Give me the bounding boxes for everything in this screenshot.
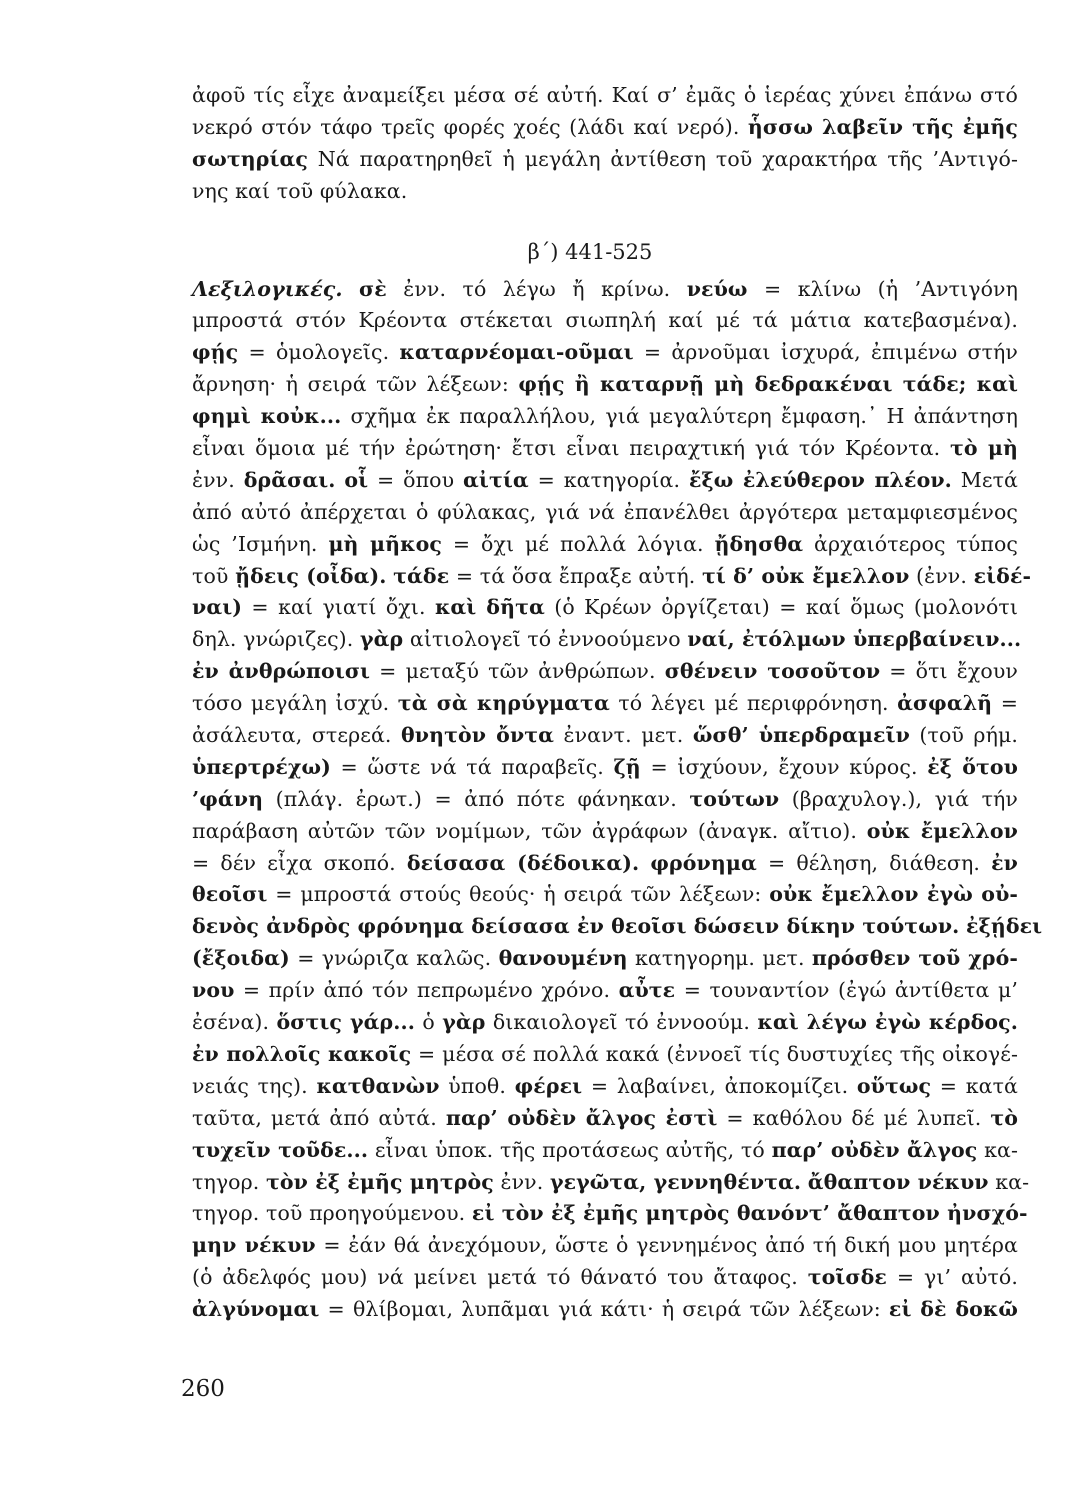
text-line bbox=[192, 688, 1018, 720]
text-line bbox=[192, 1007, 1018, 1039]
text-run: δηλ. γνώριζες). bbox=[192, 627, 361, 652]
bold-term: εἰ δὲ δοκῶ bbox=[888, 1297, 1018, 1322]
intro-paragraph bbox=[192, 80, 1018, 208]
bold-term: θανουμένη bbox=[498, 946, 628, 971]
text-run: (βραχυλογ.), γιά τήν bbox=[779, 786, 1018, 811]
page-number: 260 bbox=[181, 1376, 225, 1402]
text-run: = καί γιατί ὄχι. bbox=[242, 595, 435, 620]
bold-term: φρόνημα bbox=[650, 850, 757, 875]
text-run: ὡς ’Ισμήνη. bbox=[192, 531, 329, 556]
bold-term: τὰ σὰ κηρύγματα bbox=[397, 691, 610, 716]
text-run: τόσο μεγάλη ἰσχύ. bbox=[192, 691, 398, 716]
bold-term: γὰρ bbox=[442, 1010, 486, 1035]
text-line bbox=[192, 879, 1018, 911]
bold-term: εἰ τὸν ἐξ ἐμῆς μητρὸς θανόντ’ ἄθαπτον ἠνσχό- bbox=[471, 1201, 1028, 1226]
bold-term: μην νέκυν bbox=[192, 1233, 316, 1258]
text-run: ὁ bbox=[414, 1010, 443, 1035]
bold-term: ’φάνη bbox=[192, 786, 264, 811]
bold-term: τυχεῖν τοῦδε... bbox=[192, 1137, 369, 1162]
text-run: ἀφοῦ τίς εἶχε ἀναμείξει μέσα σέ αὐτή. Καί σ’ ἐμᾶς ὁ ἱερέας χύνει ἐπάνω στό bbox=[192, 83, 1018, 107]
bold-term: αἰτία bbox=[463, 467, 529, 492]
bold-term: ἐν πολλοῖς κακοῖς bbox=[192, 1041, 412, 1066]
text-run: νεκρό στόν τάφο τρεῖς φορές χοές (λάδι καί νερό). bbox=[192, 114, 748, 139]
bold-term: ὥσθ’ ὑπερδραμεῖν bbox=[692, 723, 910, 748]
bold-term: καὶ λέγω ἐγὼ κέρδος. bbox=[757, 1010, 1018, 1035]
bold-term: τὸ μὴ bbox=[949, 436, 1018, 461]
text-line bbox=[192, 1071, 1018, 1103]
text-line bbox=[192, 720, 1018, 752]
text-run: = καθόλου δέ μέ λυπεῖ. bbox=[717, 1105, 991, 1130]
bold-term: ᾔδεις (οἶδα). bbox=[235, 563, 387, 588]
text-run: σχῆμα ἐκ παραλλήλου, γιά μεγαλύτερη ἔμφαση.᾿ Η ἀπάντηση bbox=[341, 404, 1018, 429]
bold-term: αὖτε bbox=[618, 978, 676, 1003]
bold-term: πρόσθεν τοῦ χρό- bbox=[811, 946, 1018, 971]
text-run: (τοῦ ρήμ. bbox=[909, 723, 1019, 748]
text-run: ἐναντ. μετ. bbox=[554, 723, 693, 748]
text-run: κα- bbox=[988, 1169, 1030, 1194]
text-run: ἐσένα). bbox=[192, 1010, 277, 1035]
bold-term: Λεξιλογικές. bbox=[192, 276, 343, 301]
text-line bbox=[192, 305, 1018, 337]
text-run: ἐνν. τό λέγω ἤ κρίνω. bbox=[386, 276, 687, 301]
text-line bbox=[192, 911, 1043, 943]
bold-term: οὐκ ἔμελλον ἐγὼ οὐ- bbox=[769, 882, 1019, 907]
bold-term: καὶ δῆτα bbox=[434, 595, 545, 620]
bold-term: σὲ bbox=[359, 276, 387, 301]
text-block bbox=[192, 80, 1043, 1326]
bold-term: δρᾶσαι. bbox=[243, 467, 336, 492]
text-run: = κλίνω (ἡ ’Αντιγόνη bbox=[747, 276, 1018, 301]
text-run: δικαιολογεῖ τό ἐννοούμ. bbox=[485, 1010, 758, 1035]
bold-term: τὸ bbox=[990, 1105, 1019, 1130]
bold-term: νεύω bbox=[686, 276, 748, 301]
text-line bbox=[192, 176, 1018, 208]
bold-term: θνητὸν ὄντα bbox=[400, 723, 555, 748]
text-run: = γνώριζα καλῶς. bbox=[289, 946, 499, 971]
section-heading: β΄) 441-525 bbox=[527, 239, 653, 264]
text-line bbox=[192, 784, 1018, 816]
bold-term: οἷ bbox=[344, 467, 369, 492]
bold-term: οὕτως bbox=[856, 1073, 932, 1098]
bold-term: θεοῖσι bbox=[192, 882, 268, 907]
bold-term: φῄς ἢ καταρνῇ μὴ δεδρακέναι τάδε; καὶ bbox=[518, 372, 1018, 397]
text-run: ἀσάλευτα, στερεά. bbox=[192, 723, 401, 748]
text-run: εἶναι ὅμοια μέ τήν ἐρώτηση· ἔτσι εἶναι πειραχτική γιά τόν Κρέοντα. bbox=[192, 436, 950, 461]
text-run: ἀρχαιότερος τύπος bbox=[803, 531, 1019, 556]
text-run: = ὥστε νά τά παραβεῖς. bbox=[330, 754, 614, 779]
text-line bbox=[192, 80, 1018, 112]
bold-term: παρ’ οὐδὲν ἄλγος bbox=[771, 1137, 978, 1162]
text-run: = ἀρνοῦμαι ἰσχυρά, ἐπιμένω στήν bbox=[633, 340, 1018, 365]
bold-term: δείσασα (δέδοικα). bbox=[406, 850, 640, 875]
bold-term: ναι) bbox=[192, 595, 243, 620]
bold-term: ἧσσω λαβεῖν τῆς ἐμῆς bbox=[747, 114, 1018, 139]
text-run: (ἐνν. bbox=[909, 563, 974, 588]
bold-term: οὐκ ἔμελλον bbox=[866, 818, 1019, 843]
text-line bbox=[192, 592, 1018, 624]
text-run: ἀπό αὐτό ἀπέρχεται ὁ φύλακας, γιά νά ἐπανέλθει ἀργότερα μεταμφιεσμένος bbox=[192, 499, 1018, 524]
text-run: = δέν εἶχα σκοπό. bbox=[192, 850, 407, 875]
bold-term: δενὸς ἀνδρὸς φρόνημα δείσασα ἐν θεοῖσι δώσειν δίκην τούτων. bbox=[192, 914, 960, 939]
bold-term: ὅστις γάρ... bbox=[276, 1010, 415, 1035]
bold-term: ἐν ἀνθρώποισι bbox=[192, 659, 371, 684]
bold-term: νου bbox=[192, 978, 235, 1003]
text-run: = θλίβομαι, λυπᾶμαι γιά κάτι· ἡ σειρά τῶν λέξεων: bbox=[319, 1297, 889, 1322]
text-run: μπροστά στόν Κρέοντα στέκεται σιωπηλή καί μέ τά μάτια κατεβασμένα). bbox=[192, 308, 1018, 333]
text-run: = ὄχι μέ πολλά λόγια. bbox=[441, 531, 715, 556]
bold-term: τούτων bbox=[689, 786, 780, 811]
text-line bbox=[192, 1135, 1018, 1167]
bold-term: ὑπερτρέχω) bbox=[192, 754, 331, 779]
text-run: νειάς της). bbox=[192, 1073, 317, 1098]
text-line bbox=[192, 1262, 1018, 1294]
text-line bbox=[192, 433, 1018, 465]
bold-term: ναί, ἐτόλμων ὑπερβαίνειν... bbox=[687, 627, 1022, 652]
text-run: = μέσα σέ πολλά κακά (ἐννοεῖ τίς δυστυχίες τῆς οἰκογέ- bbox=[411, 1041, 1018, 1066]
text-run bbox=[343, 277, 359, 301]
bold-term: καταρνέομαι-οῦμαι bbox=[399, 340, 634, 365]
bold-term: κατθανὼν bbox=[316, 1073, 440, 1098]
bold-term: ἀσφαλῆ bbox=[897, 691, 993, 716]
bold-term: ἐν bbox=[991, 850, 1018, 875]
text-run: = γι’ αὐτό. bbox=[886, 1265, 1018, 1290]
text-run: ἄρνηση· ἡ σειρά τῶν λέξεων: bbox=[192, 372, 519, 397]
text-line bbox=[192, 144, 1018, 176]
text-line bbox=[192, 656, 1018, 688]
text-run: = μπροστά στούς θεούς· ἡ σειρά τῶν λέξεων: bbox=[267, 882, 770, 907]
text-run: = ἐάν θά ἀνεχόμουν, ὥστε ὁ γεννημένος ἀπό τή δική μου μητέρα bbox=[315, 1233, 1018, 1258]
text-run: = θέληση, διάθεση. bbox=[756, 850, 992, 875]
bold-term: τάδε bbox=[393, 563, 450, 588]
text-run: = τουναντίον (ἐγώ ἀντίθετα μ’ bbox=[675, 978, 1018, 1003]
text-run: = πρίν ἀπό τόν πεπρωμένο χρόνο. bbox=[234, 978, 619, 1003]
text-line bbox=[192, 529, 1018, 561]
text-run: = κατά bbox=[931, 1073, 1018, 1098]
text-run: τηγορ. τοῦ προηγούμενου. bbox=[192, 1201, 472, 1226]
bold-term: μὴ μῆκος bbox=[328, 531, 442, 556]
bold-term: σωτηρίας bbox=[192, 146, 308, 171]
text-line bbox=[192, 369, 1018, 401]
text-run: νης καί τοῦ φύλακα. bbox=[192, 178, 408, 203]
bold-term: τί δ’ οὐκ ἔμελλον bbox=[701, 563, 910, 588]
body-paragraph bbox=[192, 274, 1043, 1326]
text-run bbox=[801, 1170, 808, 1194]
text-run: = τά ὅσα ἔπραξε αὐτή. bbox=[449, 563, 702, 588]
bold-term: τοῖσδε bbox=[807, 1265, 887, 1290]
text-line bbox=[192, 1294, 1018, 1326]
text-line bbox=[192, 816, 1018, 848]
text-line bbox=[192, 1230, 1018, 1262]
bold-term: ἀλγύνομαι bbox=[192, 1297, 320, 1322]
text-run: (ὁ ἀδελφός μου) νά μείνει μετά τό θάνατό του ἄταφος. bbox=[192, 1265, 808, 1290]
text-line bbox=[192, 1039, 1018, 1071]
bold-term: (ἔξοιδα) bbox=[192, 946, 290, 971]
text-run: τοῦ bbox=[192, 563, 236, 588]
text-run: ἐνν. bbox=[493, 1169, 550, 1194]
text-run: Μετά bbox=[951, 467, 1018, 492]
text-run: τό λέγει μέ περιφρόνηση. bbox=[609, 691, 898, 716]
bold-term: εἰδέ- bbox=[973, 563, 1032, 588]
text-run: ὑποθ. bbox=[439, 1073, 515, 1098]
text-line bbox=[192, 274, 1018, 306]
text-run: παράβαση αὐτῶν τῶν νομίμων, τῶν ἀγράφων (ἀναγκ. αἴτιο). bbox=[192, 818, 867, 843]
text-run: τηγορ. bbox=[192, 1169, 267, 1194]
bold-term: ἄθαπτον νέκυν bbox=[807, 1169, 989, 1194]
text-line bbox=[192, 1167, 1030, 1199]
text-run bbox=[639, 851, 650, 875]
bold-term: ἐξῄδει bbox=[966, 914, 1043, 939]
bold-term: ἐξ ὅτου bbox=[927, 754, 1019, 779]
text-run: = ὁμολογεῖς. bbox=[238, 340, 400, 365]
bold-term: τὸν ἐξ ἐμῆς μητρὸς bbox=[266, 1169, 494, 1194]
bold-term: φημὶ κοὐκ... bbox=[192, 404, 342, 429]
bold-term: φέρει bbox=[514, 1073, 583, 1098]
bold-term: σθένειν τοσοῦτον bbox=[664, 659, 881, 684]
bold-term: γὰρ bbox=[360, 627, 404, 652]
text-run: = ἰσχύουν, ἔχουν κύρος. bbox=[640, 754, 928, 779]
bold-term: γεγῶτα, γεννηθέντα. bbox=[549, 1169, 802, 1194]
text-line bbox=[192, 975, 1018, 1007]
text-run: (ὁ Κρέων ὀργίζεται) = καί ὅμως (μολονότι bbox=[544, 595, 1018, 620]
text-run: εἶναι ὑποκ. τῆς προτάσεως αὐτῆς, τό bbox=[368, 1137, 772, 1162]
text-line bbox=[192, 337, 1018, 369]
text-run: Νά παρατηρηθεῖ ἡ μεγάλη ἀντίθεση τοῦ χαρακτήρα τῆς ’Αντιγό- bbox=[307, 146, 1018, 171]
bold-term: ἔξω ἐλεύθερον πλέον. bbox=[688, 467, 952, 492]
text-line bbox=[192, 497, 1018, 529]
text-run: = ὅπου bbox=[368, 467, 464, 492]
text-line bbox=[192, 848, 1018, 880]
text-line bbox=[192, 401, 1018, 433]
text-line bbox=[192, 752, 1018, 784]
text-run: ταῦτα, μετά ἀπό αὐτά. bbox=[192, 1105, 446, 1130]
text-run: (πλάγ. ἐρωτ.) = ἀπό πότε φάνηκαν. bbox=[263, 786, 690, 811]
text-run: = κατηγορία. bbox=[528, 467, 689, 492]
text-run: κα- bbox=[977, 1137, 1019, 1162]
text-run: ἐνν. bbox=[192, 467, 244, 492]
text-line bbox=[192, 1103, 1018, 1135]
text-line bbox=[192, 624, 1022, 656]
text-line bbox=[192, 465, 1018, 497]
text-line bbox=[192, 943, 1018, 975]
bold-term: παρ’ οὐδὲν ἄλγος ἐστὶ bbox=[445, 1105, 718, 1130]
text-run: κατηγορημ. μετ. bbox=[627, 946, 812, 971]
text-line bbox=[192, 1198, 1028, 1230]
text-run: = ὅτι ἔχουν bbox=[880, 659, 1018, 684]
text-run: = bbox=[992, 691, 1018, 716]
bold-term: ᾔδησθα bbox=[714, 531, 804, 556]
text-run: = μεταξύ τῶν ἀνθρώπων. bbox=[370, 659, 665, 684]
bold-term: φῄς bbox=[192, 340, 239, 365]
bold-term: ζῇ bbox=[613, 754, 641, 779]
text-line bbox=[192, 112, 1018, 144]
text-run: = λαβαίνει, ἀποκομίζει. bbox=[582, 1073, 857, 1098]
text-run: αἰτιολογεῖ τό ἐννοούμενο bbox=[403, 627, 688, 652]
text-line bbox=[192, 561, 1032, 593]
text-run bbox=[335, 468, 344, 492]
